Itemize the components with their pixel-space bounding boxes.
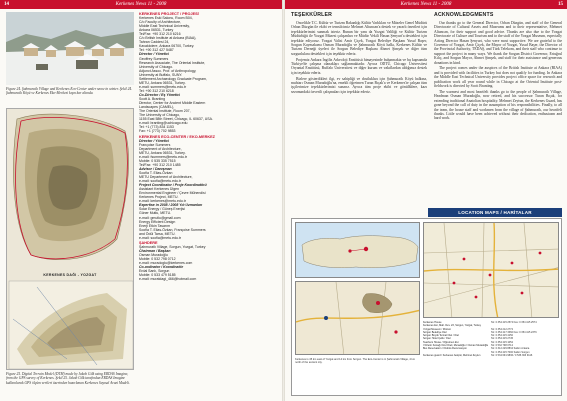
figure-25-caption: Figure 25. Digital Terrain Model (DTM) made by Jakob Gilk using ERDAS Imagine, from the GPS survey of Kerkenes. Şekil 25. Jakob Gilk tarafından ERDAS Imagine kullanılarak GPS ölçüm verileri üzerinden hazırlanan Kerkenes Sayısal Arazi Modeli. xyxy=(6,372,130,385)
sorgun-city-map xyxy=(423,222,559,318)
location-maps-panel xyxy=(291,218,562,396)
contact-line: Tel: +90 312 427 5487 xyxy=(139,48,174,53)
legend-phone: Tel: 0 532 798 0712 xyxy=(491,344,513,348)
contact-line: Tel: +90 312 210 6218 xyxy=(139,88,174,93)
ack-paragraph: The warmest and most heartfelt thanks go to the people of Şahmuratlı Village, Headman Osman Muradoğlu, now retired, and his successor Turan Bıçak, for extending traditional Anatolian hospitality. Mehmet Zeytun, the Kerkenes Guard, has gone beyond the call of duty in the assumption of his responsibilities. Finally, to all the team, the house staff and workmen from the village of Şahmuratlı, our heartfelt thanks. Little would have been achieved without their dedication, enthusiasm and hard work. xyxy=(434,89,562,121)
contact-line: Energy Efficient Design xyxy=(139,219,176,224)
legend-place: Kerkenes Evi, Mah. Dev. 23, Sorgun, Yozgat, Turkey xyxy=(423,324,482,328)
legend-place: Sorgun Büyük Termal Otel / Otel xyxy=(423,334,459,338)
location-legend xyxy=(423,321,559,357)
tesekkur-paragraph: Bizlere gösterdikleri ilgi, ev sahipliği ve dostlukları için Şahmuratlı Köyü halkına, muhtarı Osman Muradoğlu'na, emekli öğretmen Turan Bıçak'a ve Kerkenes'te çalışan tüm işçilerimize teşekkürlerimizi sunarız. Ayrıca tüm proje ekibi ve gönüllülere, kazı sezonundaki özverili çalışmaları için teşekkür ederiz. xyxy=(291,76,427,94)
figure-24-caption: Figure 24. Şahmuratlı Village and Kerkenes Eco-Center under snow in winter. Şekil 24. Şahmuratlı Köyü ve Kerkenes Eko-Merkezi kışın kar altında. xyxy=(6,87,133,96)
contact-line: University of Chicago. xyxy=(139,64,174,69)
contact-line: Solar Energy / Güneş Enerjisi xyxy=(139,207,185,212)
contact-line: Director, Center for Ancient Middle Eastern xyxy=(139,101,206,106)
legend-place: Sorgun Belediye Otel xyxy=(423,330,447,334)
legend-place: Kerkenes guard / Kerkenes bekçisi, Mehmet Zeytun xyxy=(423,353,481,357)
legend-phone: Tel: 0 354 415 2574 Fax: 0 354 415 2574 xyxy=(491,321,537,324)
legend-place: Yözlerin Konağı Özel Oteli, Muradoğlu / Osman Muradoğlu xyxy=(423,344,489,348)
ack-paragraph: The project comes under the auspices of the British Institute at Ankara (BIAA) and is provided with facilities in Turkey but does not qualify for funding. In Ankara the Middle East Technical University provides project office space for research and publication work all year round while in Chicago at the Oriental Institute post-fieldwork is directed by Scott Branting. xyxy=(434,66,562,89)
contact-line: e-mail: branting@uchicago.edu xyxy=(139,121,188,126)
legend-phone: Tel: 0 354 415 7000 Saltım Sorgun xyxy=(491,350,530,354)
legend-place: Kerkenes House xyxy=(423,321,442,324)
tesekkur-paragraph: Öncelikle T.C. Kültür ve Turizm Bakanlığı Kültür Varlıkları ve Müzeler Genel Müdürü Orhan Düzgün ile ekibi ve temsilcimiz Mehmet Altuncan'a destek ve yararlı önerileri için teşekkürlerimizi sunmak isteriz. Bunun bir yanı da Yozgat Valiliği ve Kültür Turizm Müdürlüğü ile Yozgat Müzesi çalışanları ve Müdür Vekili Hasan Şenyurt'a destekleri için teşekkür ediyoruz. Yozgat Valisi Amir Çiçek, Yozgat Belediye Başkanı Yusuf Başer, Sorgun Kaymakamı Osman Muradoğlu ve Şahmuratlı Köyü halkı, Kerkenes Kültür ve Turizm Derneği üyeleri ile Sorgun Belediye Başkanı Ahmet Şimşek ve diğer tüm sorgunlulara destekleri için teşekkür ederiz. xyxy=(291,21,427,56)
contact-line: Kerkenes Project, METU. xyxy=(139,195,179,200)
contact-line: e-mail: fsummers@metu.edu.tr xyxy=(139,154,188,159)
contact-line: C/o British Institute at Ankara (BIAA), xyxy=(139,36,197,41)
legend-place: Yozgat Museum / Müzesi xyxy=(423,327,451,331)
ack-paragraph: Our thanks go to the General Director, Orhan Düzgün, and staff of the General Directorate of Cultural Assets and Museums and to their representative, Mehmet Altuncan, for their support and good advice. Thanks are also due to the Yozgat Directorate of Culture and Tourism and to the staff of the Yozgat Museum, especially Acting Director Hasan Şenyurt, who were most supportive. We are grateful to the Governor of Yozgat, Amir Çiçek, the Mayor of Yozgat, Yusuf Başer, the Director of the Provincial Authority, TEDAŞ, and Türk Telekom, and their staff who continue to support the project in many ways. We thank the Sorgun District Governor, Ertuğrul Kılıç, and Sorgun Mayor, Ahmet Şimşek, and staff for their assistance and generous donations in kind. xyxy=(434,21,562,65)
contact-section-title: KERKENES PROJECT / PROJESİ xyxy=(139,12,199,16)
contact-line: Research Associate, The Oriental Institute, xyxy=(139,60,206,65)
contact-line: Mobile: 0 535 335 7515 xyxy=(139,158,176,163)
contact-line: Department of Architecture, xyxy=(139,146,182,151)
contact-line: Mobile: 0 533 479 5185 xyxy=(139,273,176,278)
acknowledgments-text xyxy=(434,21,562,207)
running-head-title-left: Kerkenes News 11 - 2008 xyxy=(115,2,167,7)
contact-section-title: ŞAHDERE xyxy=(139,241,158,245)
contact-role: Co-Director / Eş Yönetici xyxy=(139,92,180,97)
contact-line: Ankara 06531, Turkey xyxy=(139,28,174,33)
region-note: Kerkenes is 45 km east of Yozgat and 14 km from Sorgun. The Eco-Center is in Şahmuratlı Village, 4 km north of the ancient city. xyxy=(295,358,415,365)
legend-phone: Tel: 0 354 417 3360 Fax: 0 354 415 2376 xyxy=(491,330,537,334)
contact-line: Kerkenes Eski Salonu, Room B04, xyxy=(139,16,193,21)
village-snow-photo xyxy=(6,12,134,85)
contact-line: Françoise Summers xyxy=(139,142,171,147)
contact-role: Project Coordinator / Proje Koordinatörü xyxy=(139,183,207,188)
contact-line: and Ödül Tarsa, METU. xyxy=(139,231,176,236)
legend-phone: Tel: 0 354 415 4150 xyxy=(491,334,513,338)
contact-line: The Oriental Institute, Room 207, xyxy=(139,109,191,114)
contact-line: METU, Ankara 06531, Turkey. xyxy=(139,150,186,155)
contact-role: Advisor / Danışman xyxy=(139,166,172,171)
contact-line: Middle East Technical University, xyxy=(139,24,190,29)
contact-line: Tel/Fax: +90 312 210 1485 xyxy=(139,162,181,167)
tesekkur-text xyxy=(291,21,427,233)
contact-line: University at Buffalo, SUNY. xyxy=(139,72,183,77)
contact-role: Director / Yönetici xyxy=(139,138,169,143)
contact-line: Assistant Kerkenes Ülgen xyxy=(139,187,180,192)
location-maps-heading: LOCATION MAPS / HARİTALAR xyxy=(428,208,562,217)
legend-phone: Tel: 0 354 212 2772 xyxy=(491,327,513,331)
legend-phone: Tel: 0 354 415 2745 xyxy=(491,337,513,341)
legend-place: Sorgun Hotel Çelik / Otel xyxy=(423,337,451,341)
contact-role: Chairman / Başkan xyxy=(139,249,171,254)
contact-line: Settlement Archaeology Graduate Program, xyxy=(139,76,207,81)
running-head-title-right: Kerkenes News 11 - 2008 xyxy=(400,2,452,7)
contact-line: e-mail: kerkenes@metu.edu.tr xyxy=(139,199,186,204)
turkey-map xyxy=(295,222,420,278)
contact-line: Fax: +1 (773) 702 9853 xyxy=(139,129,176,134)
contact-line: e-mail: gmutlu@gmail.com xyxy=(139,215,181,220)
terrain-model-map xyxy=(6,108,134,370)
legend-phone: Tel: 0 354 415 1052 xyxy=(491,340,513,344)
contact-role: Director / Yönetici xyxy=(139,52,169,57)
contact-line: Erdal Sanlı, Sorgun xyxy=(139,269,170,274)
left-page xyxy=(0,0,282,401)
contact-line: METU, Ankara 06531, Turkey. xyxy=(139,80,186,85)
tesekkur-heading: TEŞEKKÜRLER xyxy=(291,12,333,18)
contact-section-title: KERKENES ECO-CENTER / EKO-MERKEZ xyxy=(139,134,215,139)
contact-line: Environmental Engineer / Çevre Mühendisi xyxy=(139,191,206,196)
contact-line: e-mail: summers@metu.edu.tr xyxy=(139,84,187,89)
contact-line: Şahmuratlı Village, Sorgun, Yozgat, Turkey xyxy=(139,245,206,250)
region-map xyxy=(295,281,420,355)
contact-line: Enerji Etkin Tasarım xyxy=(139,223,171,228)
legend-place: Bus Reservation / Otobüs Rezervasyon xyxy=(423,347,467,351)
project-contacts xyxy=(139,12,277,281)
contact-line: Güner Mutlu, METU. xyxy=(139,211,172,216)
contact-line: C/o Faculty of Architecture, xyxy=(139,20,182,25)
contact-line: Geoffrey Summers xyxy=(139,56,169,61)
contact-line: e-mail: muradoglu@kerkenes.com xyxy=(139,261,193,266)
contact-line: e-mail: soofia@metu.edu.tr xyxy=(139,235,182,240)
contact-line: The University of Chicago, xyxy=(139,113,181,118)
contact-line: METU Department of Architecture, xyxy=(139,175,193,180)
legend-phone: Tel: 0 534 691 9836 / 0 536 363 9116 xyxy=(491,353,533,357)
contact-line: Scott A. Branting xyxy=(139,96,166,101)
contact-line: Soofia T. Elias-Özkan, Françoise Summers xyxy=(139,227,206,232)
legend-row xyxy=(423,354,559,357)
acknowledgments-heading: ACKNOWLEDGMENTS xyxy=(434,12,494,18)
contact-line: Adjunct Assoc. Prof. of Anthropology, xyxy=(139,68,197,73)
contact-line: Kavaklıdere, Ankara 06700, Turkey. xyxy=(139,44,195,49)
contact-line: Tel/Fax: +90 312 210 6216 xyxy=(139,32,181,37)
contact-line: e-mail: soofia@metu.edu.tr xyxy=(139,179,182,184)
page-number-right: 15 xyxy=(558,2,563,7)
right-page xyxy=(285,0,567,401)
contact-line: Tel: +1 (773) 834 1153 xyxy=(139,125,174,130)
contact-line: Landscapes (CAMEL), xyxy=(139,105,175,110)
contact-line: Tahran Caddesi 24, xyxy=(139,40,170,45)
map-title: KERKENES DAĞI - YOZGAT xyxy=(43,273,97,277)
running-head-right xyxy=(285,0,567,9)
contact-role: Co-ordinator / Koordinatör xyxy=(139,265,184,270)
running-head-left xyxy=(0,0,282,9)
contact-line: 1155 East 58th Street, Chicago, IL 60637, USA. xyxy=(139,117,213,122)
page-number-left: 14 xyxy=(4,2,9,7)
contact-line: Mobile: 0 532 798 0712 xyxy=(139,257,176,262)
legend-phone: Tel: 0 312 229 8834 Saltım Ankara xyxy=(491,347,530,351)
legend-place: Teachers House / Öğretmen Evi xyxy=(423,340,459,344)
contact-line: Soofia T. Elias-Özkan xyxy=(139,171,173,176)
contact-line: Osman Muradoğlu xyxy=(139,253,168,258)
contact-line: e-mail: muratdagi_466@hotmail.com xyxy=(139,277,197,282)
tesekkur-paragraph: Projemiz Ankara İngiliz Arkeoloji Enstitüsü himayesinde bulunmakta ve bu kapsamda Türkiye'de çalışma olanakları sağlanmaktadır. Ayrıca ODTÜ, Chicago Üniversitesi Oryantal Enstitüsü, Buffalo Üniversitesi ve diğer kurum ve vakıflardan aldığımız destek için teşekkür ederiz. xyxy=(291,57,427,75)
contact-role: Expertise in 2008 / 2008 Yılı Uzmanları xyxy=(139,203,203,208)
